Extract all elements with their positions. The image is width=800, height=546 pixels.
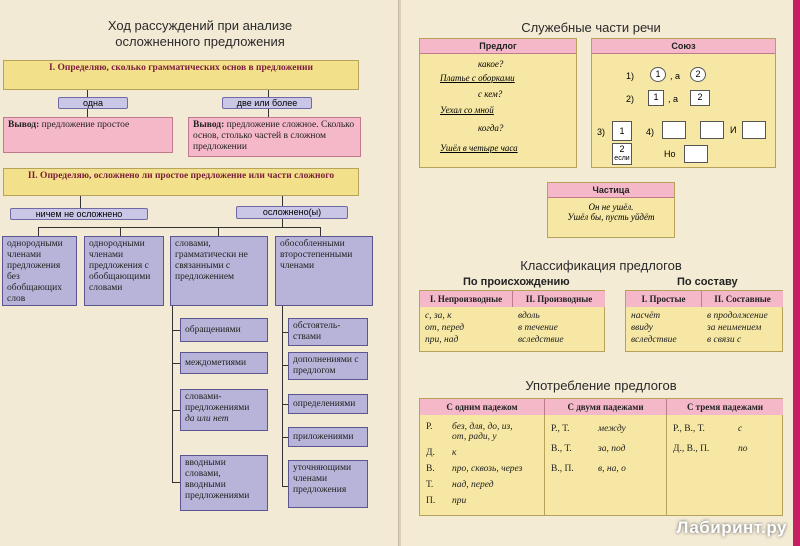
clause-square [662, 121, 686, 139]
left-title [60, 18, 340, 50]
category-homogeneous-no-generalizing: однородными членами предложения без обобщающих слов [2, 236, 77, 306]
prep-example: Уехал со мной [440, 105, 494, 115]
prep-list: за, под [598, 444, 626, 454]
sub-introductory: вводными словами, вводными предложениями [180, 455, 268, 511]
usage-header-1 [420, 399, 545, 415]
sub-attributes: определениями [288, 394, 368, 414]
case-abbr: Р., В., Т. [673, 424, 705, 434]
structure-item: в связи с [707, 335, 742, 345]
connector [172, 330, 180, 331]
usage-1-cases [426, 419, 448, 509]
structure-col-1 [626, 308, 702, 348]
sub-clarifying: уточняющими членами предложения [288, 460, 368, 508]
conclusion-simple [3, 117, 173, 153]
connector [172, 306, 173, 482]
clause-square: 1 [612, 121, 632, 141]
watermark: Лабиринт.ру [676, 518, 787, 537]
preposition-header: Предлог [420, 39, 576, 54]
structure-item: за неимением [707, 323, 762, 333]
origin-header-2 [513, 291, 605, 307]
classification-title: Классификация предлогов [520, 258, 682, 273]
origin-item: при, над [425, 335, 459, 345]
structure-header-1 [626, 291, 702, 307]
conclusion-label: Вывод: [8, 120, 40, 130]
conj-word: , а [668, 94, 679, 104]
prep-list: над, перед [452, 480, 494, 490]
case-abbr: Д. [426, 448, 435, 458]
case-abbr: Р. [426, 422, 433, 432]
sub-address: обращениями [180, 318, 268, 342]
conclusion-text: предложение простое [41, 120, 130, 130]
origin-col-2 [513, 308, 605, 348]
conj-word: И [730, 125, 737, 135]
usage-table [419, 398, 783, 516]
prep-list: с [738, 424, 743, 434]
prep-question: какое? [478, 59, 504, 69]
conjunction-card [591, 38, 776, 168]
particle-card [547, 182, 675, 238]
sub-word-sentences-examples: да или нет [185, 414, 229, 424]
usage-header-2 [545, 399, 667, 415]
particle-example: Ушёл бы, пусть уйдёт [567, 212, 655, 222]
category-homogeneous-generalizing: однородными членами предложения с обобщающими словами [84, 236, 164, 306]
usage-title: Употребление предлогов [525, 378, 677, 393]
by-structure-title: По составу [677, 276, 738, 288]
usage-2-preps [598, 419, 664, 479]
origin-item: вдоль [518, 311, 540, 321]
conclusion-complex [188, 117, 361, 157]
connector [87, 90, 88, 97]
prep-list: к [452, 448, 457, 458]
connector [320, 227, 321, 236]
left-page [0, 0, 399, 546]
prep-question: с кем? [478, 89, 503, 99]
step1-box: I. Определяю, сколько грамматических основ в предложении [3, 60, 359, 90]
conj-word: , а [670, 71, 681, 81]
connector [172, 482, 180, 483]
sub-word-sentences [180, 389, 268, 431]
case-abbr: В., П. [551, 464, 574, 474]
connector [172, 410, 180, 411]
one-basis-label: одна [58, 97, 128, 109]
not-complicated-label: ничем не осложнено [10, 208, 148, 220]
clause-circle: 1 [650, 67, 666, 82]
connector [268, 109, 269, 117]
case-abbr: Р., Т. [551, 424, 570, 434]
origin-col-1 [420, 308, 513, 348]
sub-appositions: приложениями [288, 427, 368, 447]
clause-square [612, 143, 632, 165]
conj-word: Но [664, 149, 676, 159]
connector [120, 227, 121, 236]
prep-list: при [452, 496, 467, 506]
prep-question: когда? [478, 123, 504, 133]
usage-header-1-text: С одним падежом [446, 402, 518, 412]
by-origin-title: По происхождению [463, 276, 570, 288]
usage-1-preps [452, 419, 544, 509]
divider [544, 415, 545, 516]
connector [282, 219, 283, 227]
case-abbr: Т. [426, 480, 434, 490]
clause-conj: если [614, 155, 630, 162]
divider [666, 415, 667, 516]
connector [282, 306, 283, 486]
case-abbr [426, 435, 448, 445]
prep-example: Платье с оборками [440, 73, 515, 83]
usage-header-3 [667, 399, 783, 415]
structure-header-1-text: I. Простые [641, 294, 686, 304]
conclusion-text: предложение сложное. Сколько основ, столько частей в сложном предложении [193, 120, 355, 152]
case-abbr: Д., В., П. [673, 444, 710, 454]
usage-2-cases [551, 419, 593, 479]
connector [218, 227, 219, 236]
conjunction-header: Союз [592, 39, 775, 54]
sub-interjection: междометиями [180, 352, 268, 374]
prep-list: между [598, 424, 626, 434]
preposition-card [419, 38, 577, 168]
clause-square: 1 [648, 90, 664, 106]
case-abbr: В., Т. [551, 444, 572, 454]
sub-objects: дополнениями с предлогом [288, 352, 368, 380]
structure-header-2-text: II. Составные [714, 294, 771, 304]
step2-box: II. Определяю, осложнено ли простое предложение или части сложного [3, 168, 359, 196]
structure-item: насчёт [631, 311, 661, 321]
structure-col-2 [702, 308, 783, 348]
usage-header-3-text: С тремя падежами [686, 402, 764, 412]
origin-item: от, перед [425, 323, 465, 333]
complicated-label: осложнено(ы) [236, 206, 348, 219]
structure-header-2 [702, 291, 783, 307]
conj-row-number: 2) [626, 94, 635, 104]
clause-square [684, 145, 708, 163]
sub-circumstances: обстоятель-ствами [288, 318, 368, 346]
clause-circle: 2 [690, 67, 706, 82]
usage-header-2-text: С двумя падежами [567, 402, 644, 412]
clause-square [742, 121, 766, 139]
structure-item: в продолжение [707, 311, 768, 321]
prep-list: в, на, о [598, 464, 626, 474]
two-more-label: две или более [222, 97, 312, 109]
prep-list: по [738, 444, 748, 454]
origin-item: с, за, к [425, 311, 452, 321]
clause-square [700, 121, 724, 139]
conj-row-number: 3) [597, 127, 606, 137]
connector [268, 90, 269, 97]
service-parts-title: Служебные части речи [521, 20, 661, 35]
prep-list: про, сквозь, через [452, 464, 523, 474]
prep-list: без, для, до, из, [452, 422, 513, 432]
origin-item: в течение [518, 323, 558, 333]
left-title-line2: осложненного предложения [115, 34, 285, 49]
origin-item: вследствие [518, 335, 564, 345]
structure-table [625, 290, 783, 352]
particle-header: Частица [548, 183, 674, 198]
origin-header-2-text: II. Производные [525, 294, 593, 304]
prep-list: от, ради, у [452, 432, 497, 442]
connector [38, 227, 39, 236]
origin-table [419, 290, 605, 352]
right-page [401, 0, 793, 546]
conj-row-number: 4) [646, 127, 655, 137]
structure-item: вследствие [631, 335, 677, 345]
connector [87, 109, 88, 117]
clause-number: 2 [619, 144, 625, 154]
origin-header-1 [420, 291, 513, 307]
page-edge [793, 0, 800, 546]
category-isolated-members: обособленными второстепенными членами [275, 236, 373, 306]
sub-word-sentences-text: словами-предложениями [185, 392, 250, 413]
origin-header-1-text: I. Непроизводные [429, 294, 503, 304]
prep-example: Ушёл в четыре часа [440, 143, 518, 153]
clause-square: 2 [690, 90, 710, 106]
connector [80, 196, 81, 208]
connector [38, 227, 320, 228]
connector [172, 363, 180, 364]
usage-3-cases [673, 419, 731, 459]
usage-3-preps [738, 419, 778, 459]
conclusion-label: Вывод: [193, 120, 225, 130]
particle-example: Он не ушёл. [588, 202, 634, 212]
conj-row-number: 1) [626, 71, 635, 81]
case-abbr: П. [426, 496, 436, 506]
case-abbr: В. [426, 464, 435, 474]
category-unrelated-words: словами, грамматически не связанными с предложением [170, 236, 268, 306]
left-title-line1: Ход рассуждений при анализе [107, 18, 293, 33]
structure-item: ввиду [631, 323, 653, 333]
